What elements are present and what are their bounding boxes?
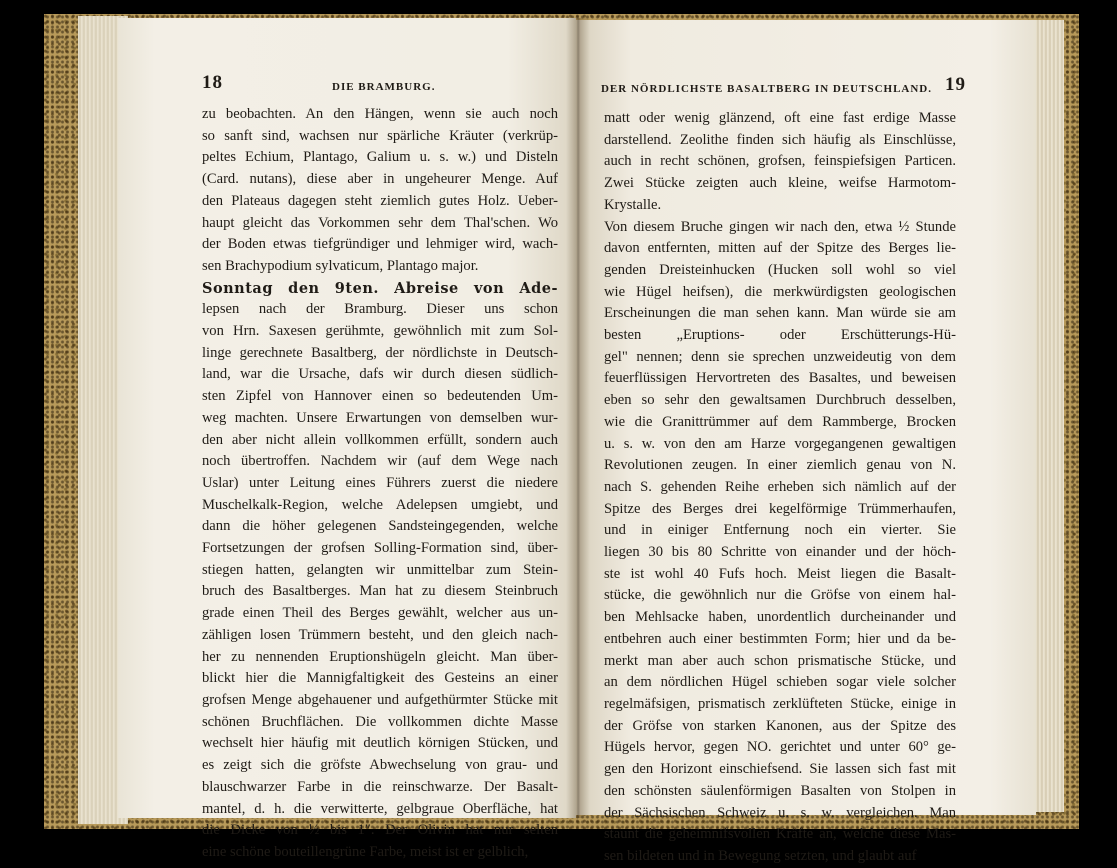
running-head: DIE BRAMBURG. [332, 81, 436, 93]
text-line: ben Mehlsacke haben, unordentlich durcheinander und [604, 609, 956, 626]
text-line: u. s. w. von den am Harze vorgegangenen gewaltigen [604, 435, 956, 452]
text-line: Uslar) unter Leitung eines Führers zuerst die niedere [202, 474, 558, 491]
text-line: weg machten. Unsere Erwartungen von demselben wur- [202, 409, 558, 426]
text-line: und in einiger Entfernung noch ein vierter. Sie [604, 522, 956, 539]
text-line: zu beobachten. An den Hängen, wenn sie auch noch [202, 106, 558, 122]
text-line: nach S. gehenden Reihe erheben sich nämlich auf der [604, 478, 956, 495]
right-page-body [604, 108, 956, 868]
text-line: liegen 30 bis 80 Schritte von einander und der höch- [604, 544, 956, 561]
text-line: so sanft sind, wachsen nur spärliche Kräuter (verkrüp- [202, 127, 558, 144]
text-line: der Gröfse von starken Kanonen, aus der Spitze des [604, 717, 956, 734]
text-line: grade einen Theil des Berges gewählt, welcher aus un- [202, 605, 558, 622]
text-line: Sonntag den 9ten. Abreise von Ade- [202, 279, 558, 297]
text-line: an dem nördlichen Hügel schieben sogar viele solcher [604, 674, 956, 691]
text-line: die Dicke von ½ bis 1″. Der Olivin hat nur selten [202, 822, 558, 839]
text-line: den aber nicht allein vollkommen erfüllt, sondern auch [202, 431, 558, 448]
text-line: staunt die geheimnifsvollen Kräfte an, welche diese Mas- [604, 826, 956, 843]
text-line: zähligen losen Trümmern besteht, und den gleich nach- [202, 626, 558, 643]
text-line: wie die Granittrümmer auf dem Rammberge, Brocken [604, 413, 956, 430]
text-line: Erscheinungen die man sehen kann. Man würde sie am [604, 305, 956, 322]
text-line: peltes Echium, Plantago, Galium u. s. w.) und Disteln [202, 149, 558, 166]
text-line: haupt gleicht das Vorkommen sehr dem Thal'schen. Wo [202, 214, 558, 231]
text-line: her zu nennenden Eruptionshügeln gleicht. Man über- [202, 648, 558, 665]
text-line: stücke, die gewöhnlich nur die Gröfse von einem hal- [604, 587, 956, 604]
text-line: sen Brachypodium sylvaticum, Plantago major. [202, 257, 479, 274]
text-line: noch übertroffen. Nachdem wir (auf dem Wege nach [202, 453, 558, 470]
text-line: Zwei Stücke zeigten auch kleine, weifse Harmotom- [604, 175, 956, 192]
text-line: linge gerechnete Basaltberg, der nördlichste in Deutsch- [202, 344, 558, 361]
text-line: auch in recht schönen, grofsen, feinspiefsigen Particen. [604, 153, 956, 170]
text-line: Krystalle. [604, 196, 662, 213]
text-line: lepsen nach der Bramburg. Dieser uns schon [202, 301, 558, 318]
text-line: feuerflüssigen Hervortreten des Basaltes, und beweisen [604, 370, 956, 387]
page-number: 19 [945, 74, 966, 95]
text-line: blickt hier die Mannigfaltigkeit des Gesteins an einer [202, 670, 558, 687]
text-line: den schönsten säulenförmigen Basalten von Stolpen in [604, 782, 956, 799]
text-line: sten Zipfel von Hannover einen so bedeutenden Um- [202, 388, 558, 405]
text-line: besten „Eruptions- oder Erschütterungs-Hü- [604, 327, 956, 344]
text-line: der Boden etwas tiefgründiger und lehmiger wird, wach- [202, 236, 558, 253]
text-line: blauschwarzer Farbe in die reinschwarze. Der Basalt- [202, 778, 558, 795]
running-head: DER NÖRDLICHSTE BASALTBERG IN DEUTSCHLAND. [600, 83, 932, 95]
text-line: Hügels hervor, gegen NO. gerichtet und unter 60° ge- [604, 739, 956, 756]
left-page-header [202, 72, 560, 100]
text-line: sen bildeten und in Bewegung setzten, und glaubt auf [604, 847, 917, 864]
text-line: von Hrn. Saxesen gerühmte, gewöhnlich mit zum Sol- [202, 323, 558, 340]
text-line: wechselt hier häufig mit deutlich körnigen Stücken, und [202, 735, 558, 752]
text-line: den Plateaus dagegen steht ziemlich gutes Holz. Ueber- [202, 192, 558, 209]
left-page-body [202, 104, 558, 864]
text-line: der Sächsischen Schweiz u. s. w. vergleichen. Man [604, 804, 956, 821]
text-line: Muschelkalk-Region, welche Adelepsen umgiebt, und [202, 496, 558, 513]
text-line: eine schöne bouteillengrüne Farbe, meist ist er gelblich, [202, 843, 529, 860]
book-gutter [566, 18, 590, 818]
text-line: bruch des Basaltberges. Man hat zu diesem Steinbruch [202, 583, 558, 600]
text-line: schönen Bruchflächen. Die vollkommen dichte Masse [202, 713, 558, 730]
page-number: 18 [202, 72, 223, 93]
right-page-header [596, 74, 966, 102]
text-line: genden Dreisteinhucken (Hucken soll wohl so viel [604, 261, 956, 278]
text-line: Spitze des Berges drei kegelförmige Trümmerhaufen, [604, 500, 956, 517]
text-line: matt oder wenig glänzend, oft eine fast erdige Masse [604, 110, 956, 126]
text-line: regelmäfsigen, prismatisch zerklüfteten Stücke, einige in [604, 695, 956, 712]
text-line: gel" nennen; denn sie sprechen unzweideutig von dem [604, 348, 956, 365]
text-line: ste ist wohl 40 Fufs hoch. Meist liegen die Basalt- [604, 565, 956, 582]
text-line: darstellend. Zeolithe finden sich häufig als Einschlüsse, [604, 131, 956, 148]
text-line: stiegen hatten, gelangten wir unmittelbar zum Stein- [202, 561, 558, 578]
text-line: dann die höher gelegenen Sandsteingegenden, welche [202, 518, 558, 535]
text-line: land, war die Ursache, dafs wir durch diesen südlich- [202, 366, 558, 383]
text-line: es zeigt sich die gröfste Abwechselung von grau- und [202, 757, 558, 774]
text-line: entbehren auch einer bestimmten Form; hier und da be- [604, 630, 956, 647]
left-page [118, 18, 576, 860]
text-line: (Card. nutans), diese aber in ungeheurer Menge. Auf [202, 171, 558, 188]
right-page [576, 20, 1036, 864]
text-line: Von diesem Bruche gingen wir nach den, etwa ½ Stunde [604, 218, 956, 235]
text-line: mantel, d. h. die verwitterte, gelbgraue Oberfläche, hat [202, 800, 558, 817]
text-line: Fortsetzungen der grofsen Solling-Formation sind, über- [202, 540, 558, 557]
text-line: grofsen Menge abgehauener und aufgethürmter Stücke mit [202, 691, 558, 708]
text-line: davon entfernten, mitten auf der Spitze des Berges lie- [604, 240, 956, 257]
text-line: gen den Horizont einschiefsend. Sie lassen sich fast mit [604, 761, 956, 778]
text-line: eben so sehr den gewaltsamen Durchbruch desselben, [604, 392, 956, 409]
text-line: wie Hügel heifsen), die merkwürdigsten geologischen [604, 283, 956, 300]
text-line: merkt man aber auch schon prismatische Stücke, und [604, 652, 956, 669]
text-line: Revolutionen zeugen. In einer ziemlich genau von N. [604, 457, 956, 474]
